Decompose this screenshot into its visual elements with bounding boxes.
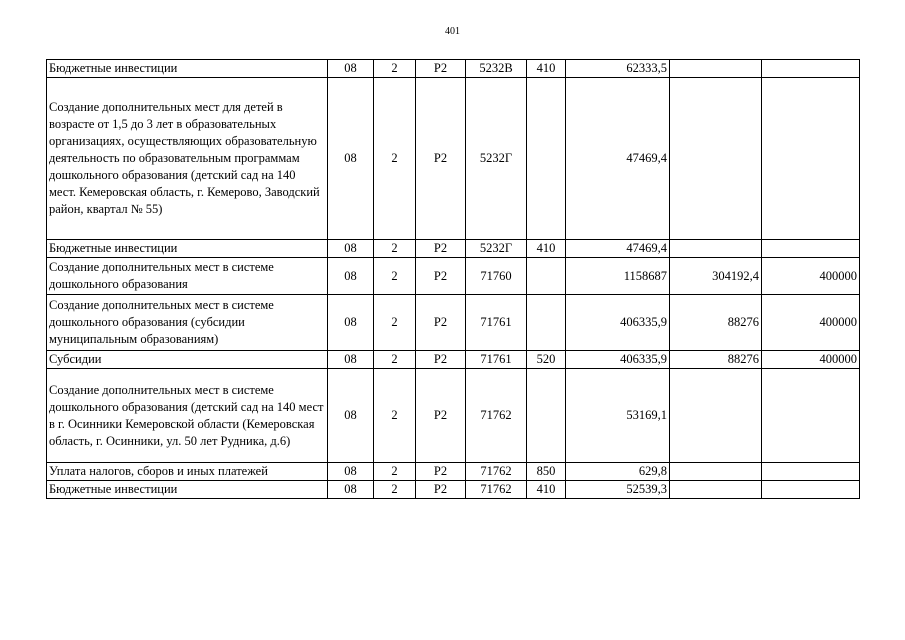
amount-year1: 52539,3 bbox=[566, 481, 670, 499]
pr-cell: 2 bbox=[374, 78, 416, 240]
cs1-cell: P2 bbox=[416, 351, 466, 369]
pr-cell: 2 bbox=[374, 60, 416, 78]
amount-year2: 88276 bbox=[670, 351, 762, 369]
vr-cell: 410 bbox=[527, 240, 566, 258]
cs2-cell: 71760 bbox=[466, 258, 527, 295]
pr-cell: 2 bbox=[374, 240, 416, 258]
amount-year1: 1158687 bbox=[566, 258, 670, 295]
cs2-cell: 71761 bbox=[466, 351, 527, 369]
table-row bbox=[47, 60, 860, 78]
amount-year2 bbox=[670, 463, 762, 481]
amount-year3 bbox=[762, 369, 860, 463]
amount-year3 bbox=[762, 60, 860, 78]
cs1-cell: P2 bbox=[416, 463, 466, 481]
pr-cell: 2 bbox=[374, 258, 416, 295]
row-name: Уплата налогов, сборов и иных платежей bbox=[47, 463, 328, 481]
pr-cell: 2 bbox=[374, 351, 416, 369]
cs1-cell: P2 bbox=[416, 295, 466, 351]
amount-year1: 629,8 bbox=[566, 463, 670, 481]
table-row bbox=[47, 295, 860, 351]
cs1-cell: P2 bbox=[416, 240, 466, 258]
row-name: Создание дополнительных мест в системе дошкольного образования bbox=[47, 258, 328, 295]
budget-table bbox=[46, 59, 860, 499]
cs2-cell: 5232В bbox=[466, 60, 527, 78]
vr-cell bbox=[527, 295, 566, 351]
amount-year3: 400000 bbox=[762, 351, 860, 369]
amount-year1: 47469,4 bbox=[566, 240, 670, 258]
amount-year2 bbox=[670, 78, 762, 240]
amount-year1: 406335,9 bbox=[566, 295, 670, 351]
row-name: Создание дополнительных мест в системе дошкольного образования (субсидии муниципальным образованиям) bbox=[47, 295, 328, 351]
table-row bbox=[47, 258, 860, 295]
vr-cell bbox=[527, 258, 566, 295]
vr-cell: 520 bbox=[527, 351, 566, 369]
cs1-cell: P2 bbox=[416, 78, 466, 240]
rz-cell: 08 bbox=[328, 258, 374, 295]
table-row bbox=[47, 351, 860, 369]
amount-year3: 400000 bbox=[762, 295, 860, 351]
rz-cell: 08 bbox=[328, 78, 374, 240]
vr-cell: 410 bbox=[527, 481, 566, 499]
vr-cell: 410 bbox=[527, 60, 566, 78]
row-name: Бюджетные инвестиции bbox=[47, 240, 328, 258]
vr-cell: 850 bbox=[527, 463, 566, 481]
amount-year3 bbox=[762, 481, 860, 499]
amount-year2: 88276 bbox=[670, 295, 762, 351]
cs2-cell: 71761 bbox=[466, 295, 527, 351]
vr-cell bbox=[527, 369, 566, 463]
row-name: Бюджетные инвестиции bbox=[47, 481, 328, 499]
pr-cell: 2 bbox=[374, 295, 416, 351]
amount-year2: 304192,4 bbox=[670, 258, 762, 295]
cs2-cell: 71762 bbox=[466, 481, 527, 499]
row-name: Создание дополнительных мест для детей в возрасте от 1,5 до 3 лет в образовательных организациях, осуществляющих образовательную деятельность по образовательным программам дошкольного образования (детский сад на 140 мест. Кемеровская область, г. Кемерово, Заводский район, квартал № 55) bbox=[47, 78, 328, 240]
cs1-cell: P2 bbox=[416, 481, 466, 499]
amount-year3 bbox=[762, 78, 860, 240]
cs1-cell: P2 bbox=[416, 60, 466, 78]
rz-cell: 08 bbox=[328, 463, 374, 481]
cs2-cell: 71762 bbox=[466, 463, 527, 481]
rz-cell: 08 bbox=[328, 240, 374, 258]
rz-cell: 08 bbox=[328, 369, 374, 463]
pr-cell: 2 bbox=[374, 463, 416, 481]
table-row bbox=[47, 463, 860, 481]
amount-year3 bbox=[762, 463, 860, 481]
cs1-cell: P2 bbox=[416, 258, 466, 295]
cs1-cell: P2 bbox=[416, 369, 466, 463]
table-row bbox=[47, 78, 860, 240]
row-name: Бюджетные инвестиции bbox=[47, 60, 328, 78]
cs2-cell: 5232Г bbox=[466, 78, 527, 240]
rz-cell: 08 bbox=[328, 351, 374, 369]
amount-year3: 400000 bbox=[762, 258, 860, 295]
rz-cell: 08 bbox=[328, 60, 374, 78]
pr-cell: 2 bbox=[374, 481, 416, 499]
amount-year2 bbox=[670, 240, 762, 258]
amount-year2 bbox=[670, 481, 762, 499]
table-row bbox=[47, 240, 860, 258]
amount-year1: 62333,5 bbox=[566, 60, 670, 78]
amount-year2 bbox=[670, 369, 762, 463]
table-row bbox=[47, 481, 860, 499]
amount-year1: 53169,1 bbox=[566, 369, 670, 463]
table-row bbox=[47, 369, 860, 463]
pr-cell: 2 bbox=[374, 369, 416, 463]
page-number: 401 bbox=[445, 26, 460, 37]
amount-year1: 406335,9 bbox=[566, 351, 670, 369]
amount-year1: 47469,4 bbox=[566, 78, 670, 240]
rz-cell: 08 bbox=[328, 481, 374, 499]
rz-cell: 08 bbox=[328, 295, 374, 351]
amount-year3 bbox=[762, 240, 860, 258]
row-name: Создание дополнительных мест в системе дошкольного образования (детский сад на 140 мест в г. Осинники Кемеровской области (Кемеровская область, г. Осинники, ул. 50 лет Рудника, д.6) bbox=[47, 369, 328, 463]
row-name: Субсидии bbox=[47, 351, 328, 369]
vr-cell bbox=[527, 78, 566, 240]
cs2-cell: 5232Г bbox=[466, 240, 527, 258]
cs2-cell: 71762 bbox=[466, 369, 527, 463]
amount-year2 bbox=[670, 60, 762, 78]
